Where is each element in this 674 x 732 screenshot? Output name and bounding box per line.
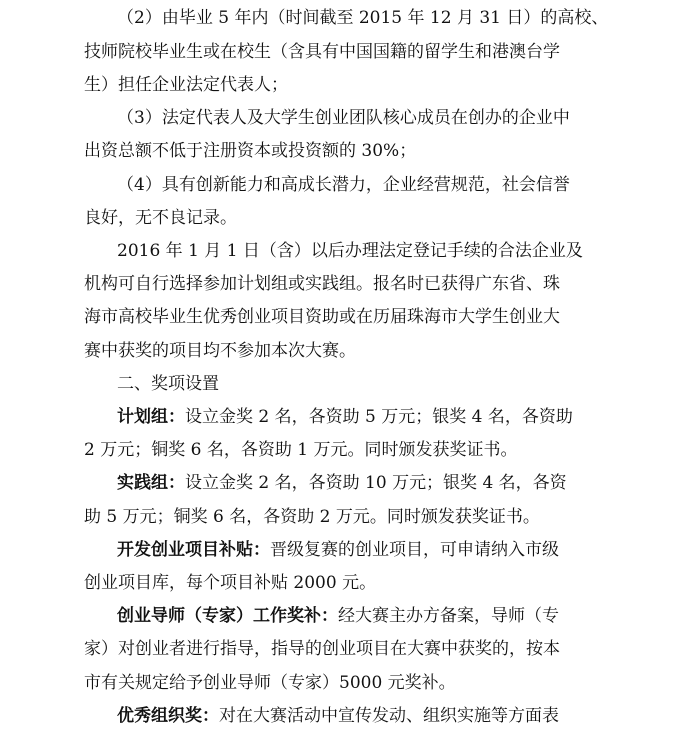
text-line <box>117 406 573 428</box>
lead-label: 计划组： <box>117 407 185 427</box>
lead-label: 开发创业项目补贴： <box>117 540 270 560</box>
section-heading: 二、奖项设置 <box>117 374 219 394</box>
text-line <box>117 539 559 561</box>
text-line: （2）由毕业 5 年内（时间截至 2015 年 12 月 31 日）的高校、 <box>117 8 609 28</box>
text-line <box>117 472 567 494</box>
text-line: 助 5 万元；铜奖 6 名，各资助 2 万元。同时颁发获奖证书。 <box>84 507 540 527</box>
text-line: 生）担任企业法定代表人； <box>84 75 288 95</box>
lead-text: 设立金奖 2 名，各资助 10 万元；银奖 4 名，各资 <box>185 473 567 493</box>
lead-label: 创业导师（专家）工作奖补： <box>117 606 338 626</box>
text-line: 良好，无不良记录。 <box>84 208 237 228</box>
text-line: 出资总额不低于注册资本或投资额的 30%； <box>84 141 417 161</box>
text-line: （4）具有创新能力和高成长潜力，企业经营规范，社会信誉 <box>117 175 570 195</box>
lead-label: 优秀组织奖： <box>117 706 219 726</box>
lead-label: 实践组： <box>117 473 185 493</box>
lead-text: 晋级复赛的创业项目，可申请纳入市级 <box>270 540 559 560</box>
text-line: 市有关规定给予创业导师（专家）5000 元奖补。 <box>84 673 456 693</box>
text-line: 海市高校毕业生优秀创业项目资助或在历届珠海市大学生创业大 <box>84 307 560 327</box>
text-line: 创业项目库，每个项目补贴 2000 元。 <box>84 573 377 593</box>
lead-text: 经大赛主办方备案，导师（专 <box>338 606 559 626</box>
text-line: （3）法定代表人及大学生创业团队核心成员在创办的企业中 <box>117 108 570 128</box>
text-line <box>117 605 559 627</box>
text-line: 赛中获奖的项目均不参加本次大赛。 <box>84 341 356 361</box>
text-line <box>117 705 559 727</box>
lead-text: 设立金奖 2 名，各资助 5 万元；银奖 4 名，各资助 <box>185 407 573 427</box>
text-line: 2016 年 1 月 1 日（含）以后办理法定登记手续的合法企业及 <box>117 241 583 261</box>
text-line: 技师院校毕业生或在校生（含具有中国国籍的留学生和港澳台学 <box>84 42 560 62</box>
text-line: 机构可自行选择参加计划组或实践组。报名时已获得广东省、珠 <box>84 274 560 294</box>
text-line: 家）对创业者进行指导，指导的创业项目在大赛中获奖的，按本 <box>84 639 560 659</box>
text-line: 2 万元；铜奖 6 名，各资助 1 万元。同时颁发获奖证书。 <box>84 440 518 460</box>
lead-text: 对在大赛活动中宣传发动、组织实施等方面表 <box>219 706 559 726</box>
